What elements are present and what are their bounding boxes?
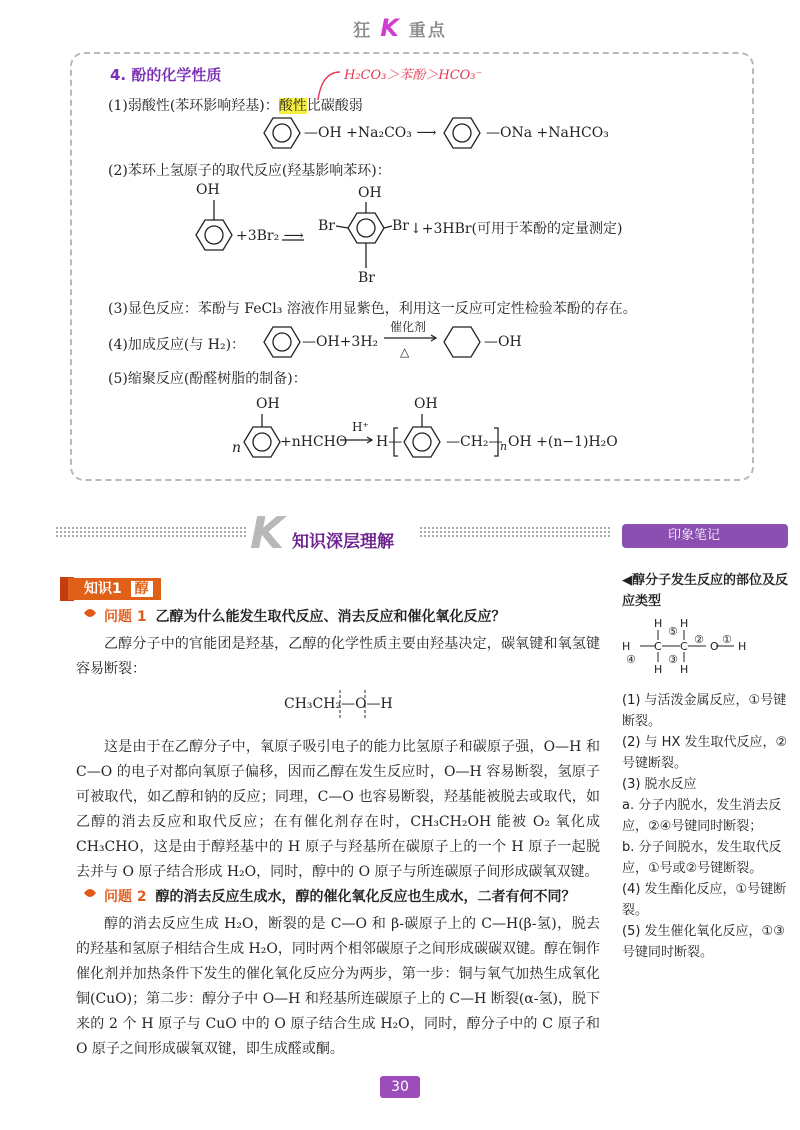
page-number: 30 (380, 1076, 420, 1098)
question-1 (104, 606, 506, 626)
item-1-post: 比碳酸弱 (306, 98, 363, 114)
benzene-ring-1 (264, 118, 300, 148)
header-k-logo: K (380, 14, 401, 42)
benzene-circle-5 (273, 333, 291, 351)
bracket-right (494, 428, 498, 456)
struct-c2: C (680, 640, 688, 653)
topic-name: 醇 (131, 581, 153, 597)
eq4-catalyst: 催化剂 (390, 320, 427, 334)
benzene-ring-5 (264, 327, 300, 357)
cyclohexane-ring (444, 327, 480, 357)
eq2-br-left: Br (318, 218, 335, 234)
struct-n4: ④ (626, 653, 636, 666)
side-line-5: b. 分子间脱水，发生取代反应，①号或②号键断裂。 (622, 840, 782, 876)
question-2 (104, 886, 576, 906)
struct-n5: ⑤ (668, 625, 678, 638)
struct-h-right: H (738, 640, 747, 653)
question-1-text: 乙醇为什么能发生取代反应、消去反应和催化氧化反应？ (155, 609, 506, 625)
banner-title: 知识深层理解 (292, 532, 394, 552)
paragraph-3: 醇的消去反应生成 H₂O，断裂的是 C—O 和 β-碳原子上的 C—H(β-氢)，脱去的羟基和氢原子相结合生成 H₂O，同时两个相邻碳原子之间形成碳碳双键。醇在铜作催化剂并加热条件下发生的催化氧化反应分为两步，第一步：铜与氧气加热生成氧化铜(CuO)；第二步：醇分子中 O—H 和羟基所连碳原子上的 C—H 断裂(α-氢)，脱下来的 2 个 H 原子与 CuO 中的 O 原子结合生成 H₂O，同时，醇分子中的 C 原子和 O 原子之间形成碳氧双键，即生成醛或酮。 (76, 916, 600, 1057)
eq2-product: ↓+3HBr(可用于苯酚的定量测定) (410, 221, 623, 237)
topic-label: 知识1 (84, 581, 122, 597)
question-2-icon (84, 889, 96, 897)
paragraph-2: 这是由于在乙醇分子中，氧原子吸引电子的能力比氢原子和碳原子强，O—H 和 C—O 的电子对都向氧原子偏移，因而乙醇在发生反应时，O—H 容易断裂，氢原子可被取代，如乙醇和钠的反应；同理，C—O 也容易断裂，羟基能被脱去或取代，如乙醇的消去反应和取代反应；在有催化剂存在时，CH₃CH₂OH 能被 O₂ 氧化成 CH₃CHO，这是由于醇羟基中的 H 原子与羟基所在碳原子上的一个 H 原子一起脱去并与 O 原子结合形成 H₂O，同时，醇中的 O 原子与所连碳原子间形成碳氧双键。 (76, 739, 600, 880)
section-4-title: 4. 酚的化学性质 (110, 66, 222, 84)
eq4-heat: △ (400, 345, 410, 359)
benzene-circle-6 (253, 433, 271, 451)
note-arrow (318, 72, 340, 100)
item-4: (4)加成反应(与 H₂)： (108, 337, 246, 353)
eq2-oh-product: OH (358, 185, 382, 201)
eq5-product: OH +(n−1)H₂O (508, 434, 618, 450)
eq2-br-right: Br (392, 218, 409, 234)
bracket-left (394, 428, 398, 456)
side-notes (622, 570, 790, 612)
note-header (622, 524, 788, 548)
eq5-ch2: —CH₂— (446, 434, 503, 450)
benzene-ring-3 (196, 220, 232, 250)
eq5-reactant: +nHCHO (280, 434, 348, 450)
eq5-catalyst: H⁺ (352, 420, 369, 434)
struct-c1: C (654, 640, 662, 653)
benzene-ring-4 (348, 213, 384, 243)
side-line-2: (2) 与 HX 发生取代反应，②号键断裂。 (622, 735, 788, 771)
eq1-right: —ONa +NaHCO₃ (486, 125, 609, 141)
benzene-circle-7 (413, 433, 431, 451)
benzene-ring-7 (404, 427, 440, 457)
eq2-br-bottom: Br (358, 270, 375, 286)
struct-n2: ② (694, 633, 704, 646)
question-1-icon (84, 609, 96, 617)
benzene-ring-2 (444, 118, 480, 148)
side-line-1: (1) 与活泼金属反应，①号键断裂。 (622, 693, 787, 729)
item-1-pre: (1)弱酸性(苯环影响羟基)： (108, 98, 279, 114)
item-1-highlight: 酸性 (278, 98, 307, 114)
header-text-1: 狂 (353, 21, 373, 41)
question-1-number: 问题 1 (104, 609, 147, 625)
eq5-oh-reactant: OH (256, 396, 280, 412)
struct-h-left: H (622, 640, 631, 653)
topic-tag (68, 578, 161, 600)
item-2: (2)苯环上氢原子的取代反应(羟基影响苯环)： (108, 163, 391, 179)
note-header-label: 印象笔记 (668, 528, 721, 543)
struct-h2: H (680, 617, 689, 630)
banner-k-logo: K (250, 508, 285, 559)
side-line-6: (4) 发生酯化反应，①号键断裂。 (622, 882, 787, 918)
ethanol-formula: CH₃CH₂—O—H (284, 696, 393, 712)
header-text-2: 重点 (408, 21, 447, 41)
side-line-3: (3) 脱水反应 (622, 777, 697, 792)
question-2-number: 问题 2 (104, 889, 147, 905)
eq5-h: H— (376, 434, 403, 450)
bond-brl-4 (336, 226, 348, 228)
acidity-note: H₂CO₃＞苯酚＞HCO₃⁻ (344, 68, 483, 83)
benzene-circle-2 (453, 124, 471, 142)
side-line-4: a. 分子内脱水，发生消去反应，②④号键同时断裂； (622, 798, 782, 834)
struct-h3: H (654, 663, 663, 676)
paragraph-1: 乙醇分子中的官能团是羟基，乙醇的化学性质主要由羟基决定，碳氧键和氧氢键容易断裂： (76, 636, 600, 677)
struct-n3: ③ (668, 653, 678, 666)
struct-h1: H (654, 617, 663, 630)
question-2-text: 醇的消去反应生成水，醇的催化氧化反应也生成水，二者有何不同？ (155, 889, 576, 905)
eq4-left: —OH+3H₂ (302, 334, 379, 350)
benzene-circle-4 (357, 219, 375, 237)
eq5-sub-n: n (500, 440, 508, 453)
struct-n1: ① (722, 633, 732, 646)
eq2-oh-reactant: OH (196, 182, 220, 198)
struct-h4: H (680, 663, 689, 676)
item-5: (5)缩聚反应(酚醛树脂的制备)： (108, 371, 307, 387)
benzene-circle-3 (205, 226, 223, 244)
bond-brr-4 (384, 226, 392, 228)
eq2-reactant: +3Br₂ ⟶ (236, 228, 304, 244)
side-line-7: (5) 发生催化氧化反应，①③号键同时断裂。 (622, 924, 785, 960)
eq4-right: —OH (484, 334, 522, 350)
benzene-ring-6 (244, 427, 280, 457)
side-list (622, 690, 790, 963)
struct-o: O (710, 640, 719, 653)
eq1-left: —OH +Na₂CO₃ ⟶ (304, 125, 437, 141)
eq5-oh-product: OH (414, 396, 438, 412)
eq5-n: n (232, 440, 242, 456)
benzene-circle-1 (273, 124, 291, 142)
side-title: ◀醇分子发生反应的部位及反应类型 (622, 573, 788, 609)
item-3: (3)显色反应：苯酚与 FeCl₃ 溶液作用显紫色，利用这一反应可定性检验苯酚的存在。 (108, 301, 637, 317)
